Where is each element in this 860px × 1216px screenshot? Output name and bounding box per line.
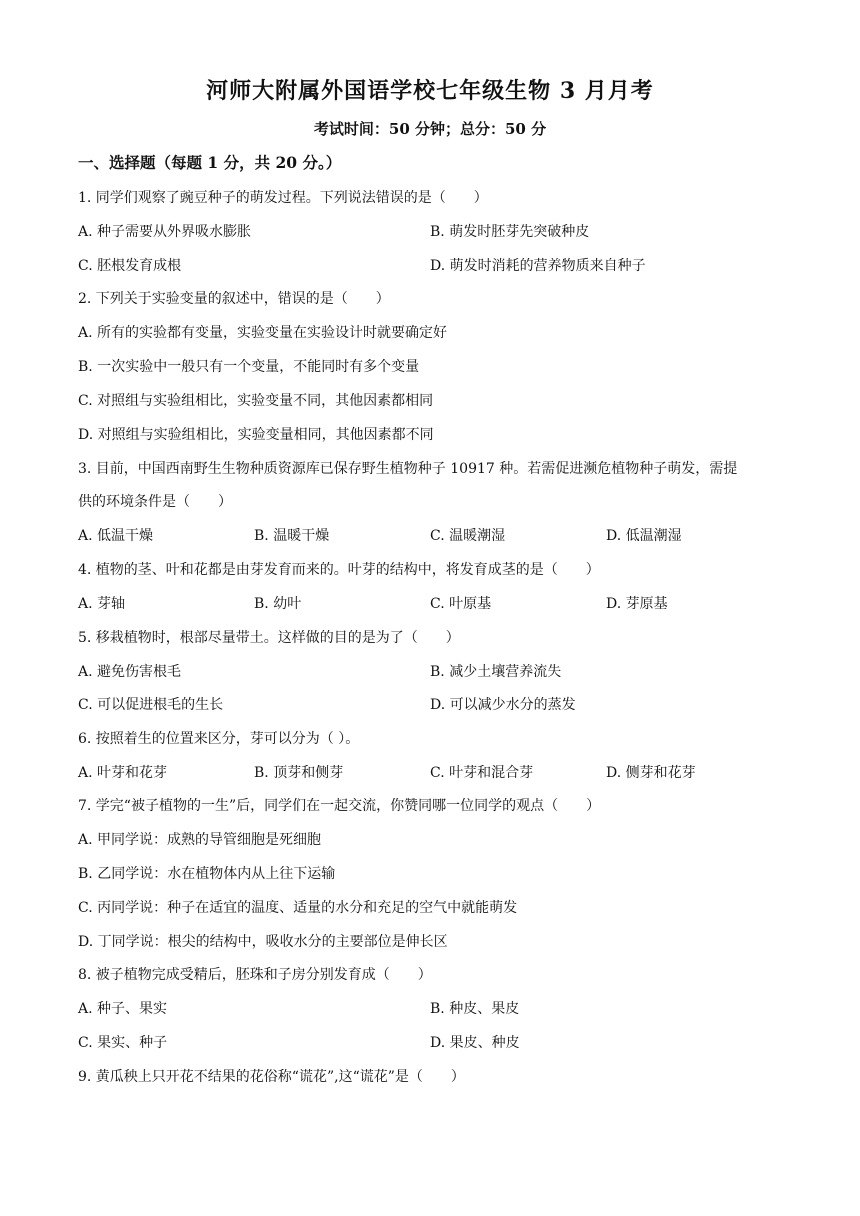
question-stem: 9. 黄瓜秧上只开花不结果的花俗称“谎花”,这“谎花”是（ ） (78, 1069, 465, 1085)
option-c: C. 果实、种子 (78, 1035, 168, 1051)
question-stem: 6. 按照着生的位置来区分，芽可以分为（ ）。 (78, 731, 360, 747)
question-stem: 2. 下列关于实验变量的叙述中，错误的是（ ） (78, 291, 390, 307)
option-a: A. 叶芽和花芽 (78, 765, 168, 781)
option-b: B. 乙同学说：水在植物体内从上往下运输 (78, 866, 336, 882)
option-b: B. 一次实验中一般只有一个变量，不能同时有多个变量 (78, 359, 420, 375)
option-d: D. 可以减少水分的蒸发 (430, 697, 576, 713)
option-d: D. 萌发时消耗的营养物质来自种子 (430, 258, 646, 274)
exam-subtitle: 考试时间：50 分钟；总分：50 分 (313, 120, 547, 138)
exam-title: 河师大附属外国语学校七年级生物 3 月月考 (206, 78, 654, 104)
question-stem: 8. 被子植物完成受精后，胚珠和子房分别发育成（ ） (78, 967, 432, 983)
option-a: A. 甲同学说：成熟的导管细胞是死细胞 (78, 832, 322, 848)
option-c: C. 对照组与实验组相比，实验变量不同，其他因素都相同 (78, 393, 434, 409)
option-c: C. 可以促进根毛的生长 (78, 697, 224, 713)
option-d: D. 芽原基 (606, 596, 668, 612)
option-b: B. 顶芽和侧芽 (254, 765, 344, 781)
option-a: A. 芽轴 (78, 596, 126, 612)
option-b: B. 减少土壤营养流失 (430, 664, 562, 680)
question-stem: 5. 移栽植物时，根部尽量带土。这样做的目的是为了（ ） (78, 630, 460, 646)
question-stem: 4. 植物的茎、叶和花都是由芽发育而来的。叶芽的结构中，将发育成茎的是（ ） (78, 562, 600, 578)
option-a: A. 种子、果实 (78, 1001, 168, 1017)
option-c: C. 胚根发育成根 (78, 258, 182, 274)
option-a: A. 所有的实验都有变量，实验变量在实验设计时就要确定好 (78, 325, 448, 341)
option-b: B. 种皮、果皮 (430, 1001, 520, 1017)
question-stem: 7. 学完“被子植物的一生”后，同学们在一起交流，你赞同哪一位同学的观点（ ） (78, 798, 601, 814)
question-stem: 3. 目前，中国西南野生生物种质资源库已保存野生植物种子 10917 种。若需促进濒危植物种子萌发，需提 (78, 461, 738, 477)
option-c: C. 丙同学说：种子在适宜的温度、适量的水分和充足的空气中就能萌发 (78, 900, 518, 916)
option-c: C. 叶原基 (430, 596, 492, 612)
option-d: D. 低温潮湿 (606, 528, 682, 544)
option-d: D. 丁同学说：根尖的结构中，吸收水分的主要部位是伸长区 (78, 934, 448, 950)
question-stem-continued: 供的环境条件是（ ） (78, 494, 232, 510)
option-b: B. 幼叶 (254, 596, 302, 612)
option-b: B. 萌发时胚芽先突破种皮 (430, 224, 590, 240)
option-d: D. 对照组与实验组相比，实验变量相同，其他因素都不同 (78, 427, 434, 443)
question-stem: 1. 同学们观察了豌豆种子的萌发过程。下列说法错误的是（ ） (78, 190, 488, 206)
option-a: A. 种子需要从外界吸水膨胀 (78, 224, 252, 240)
option-a: A. 避免伤害根毛 (78, 664, 182, 680)
option-c: C. 叶芽和混合芽 (430, 765, 534, 781)
section-heading: 一、选择题（每题 1 分，共 20 分。） (78, 153, 342, 172)
option-a: A. 低温干燥 (78, 528, 154, 544)
option-d: D. 侧芽和花芽 (606, 765, 696, 781)
option-d: D. 果皮、种皮 (430, 1035, 520, 1051)
option-c: C. 温暖潮湿 (430, 528, 506, 544)
option-b: B. 温暖干燥 (254, 528, 330, 544)
